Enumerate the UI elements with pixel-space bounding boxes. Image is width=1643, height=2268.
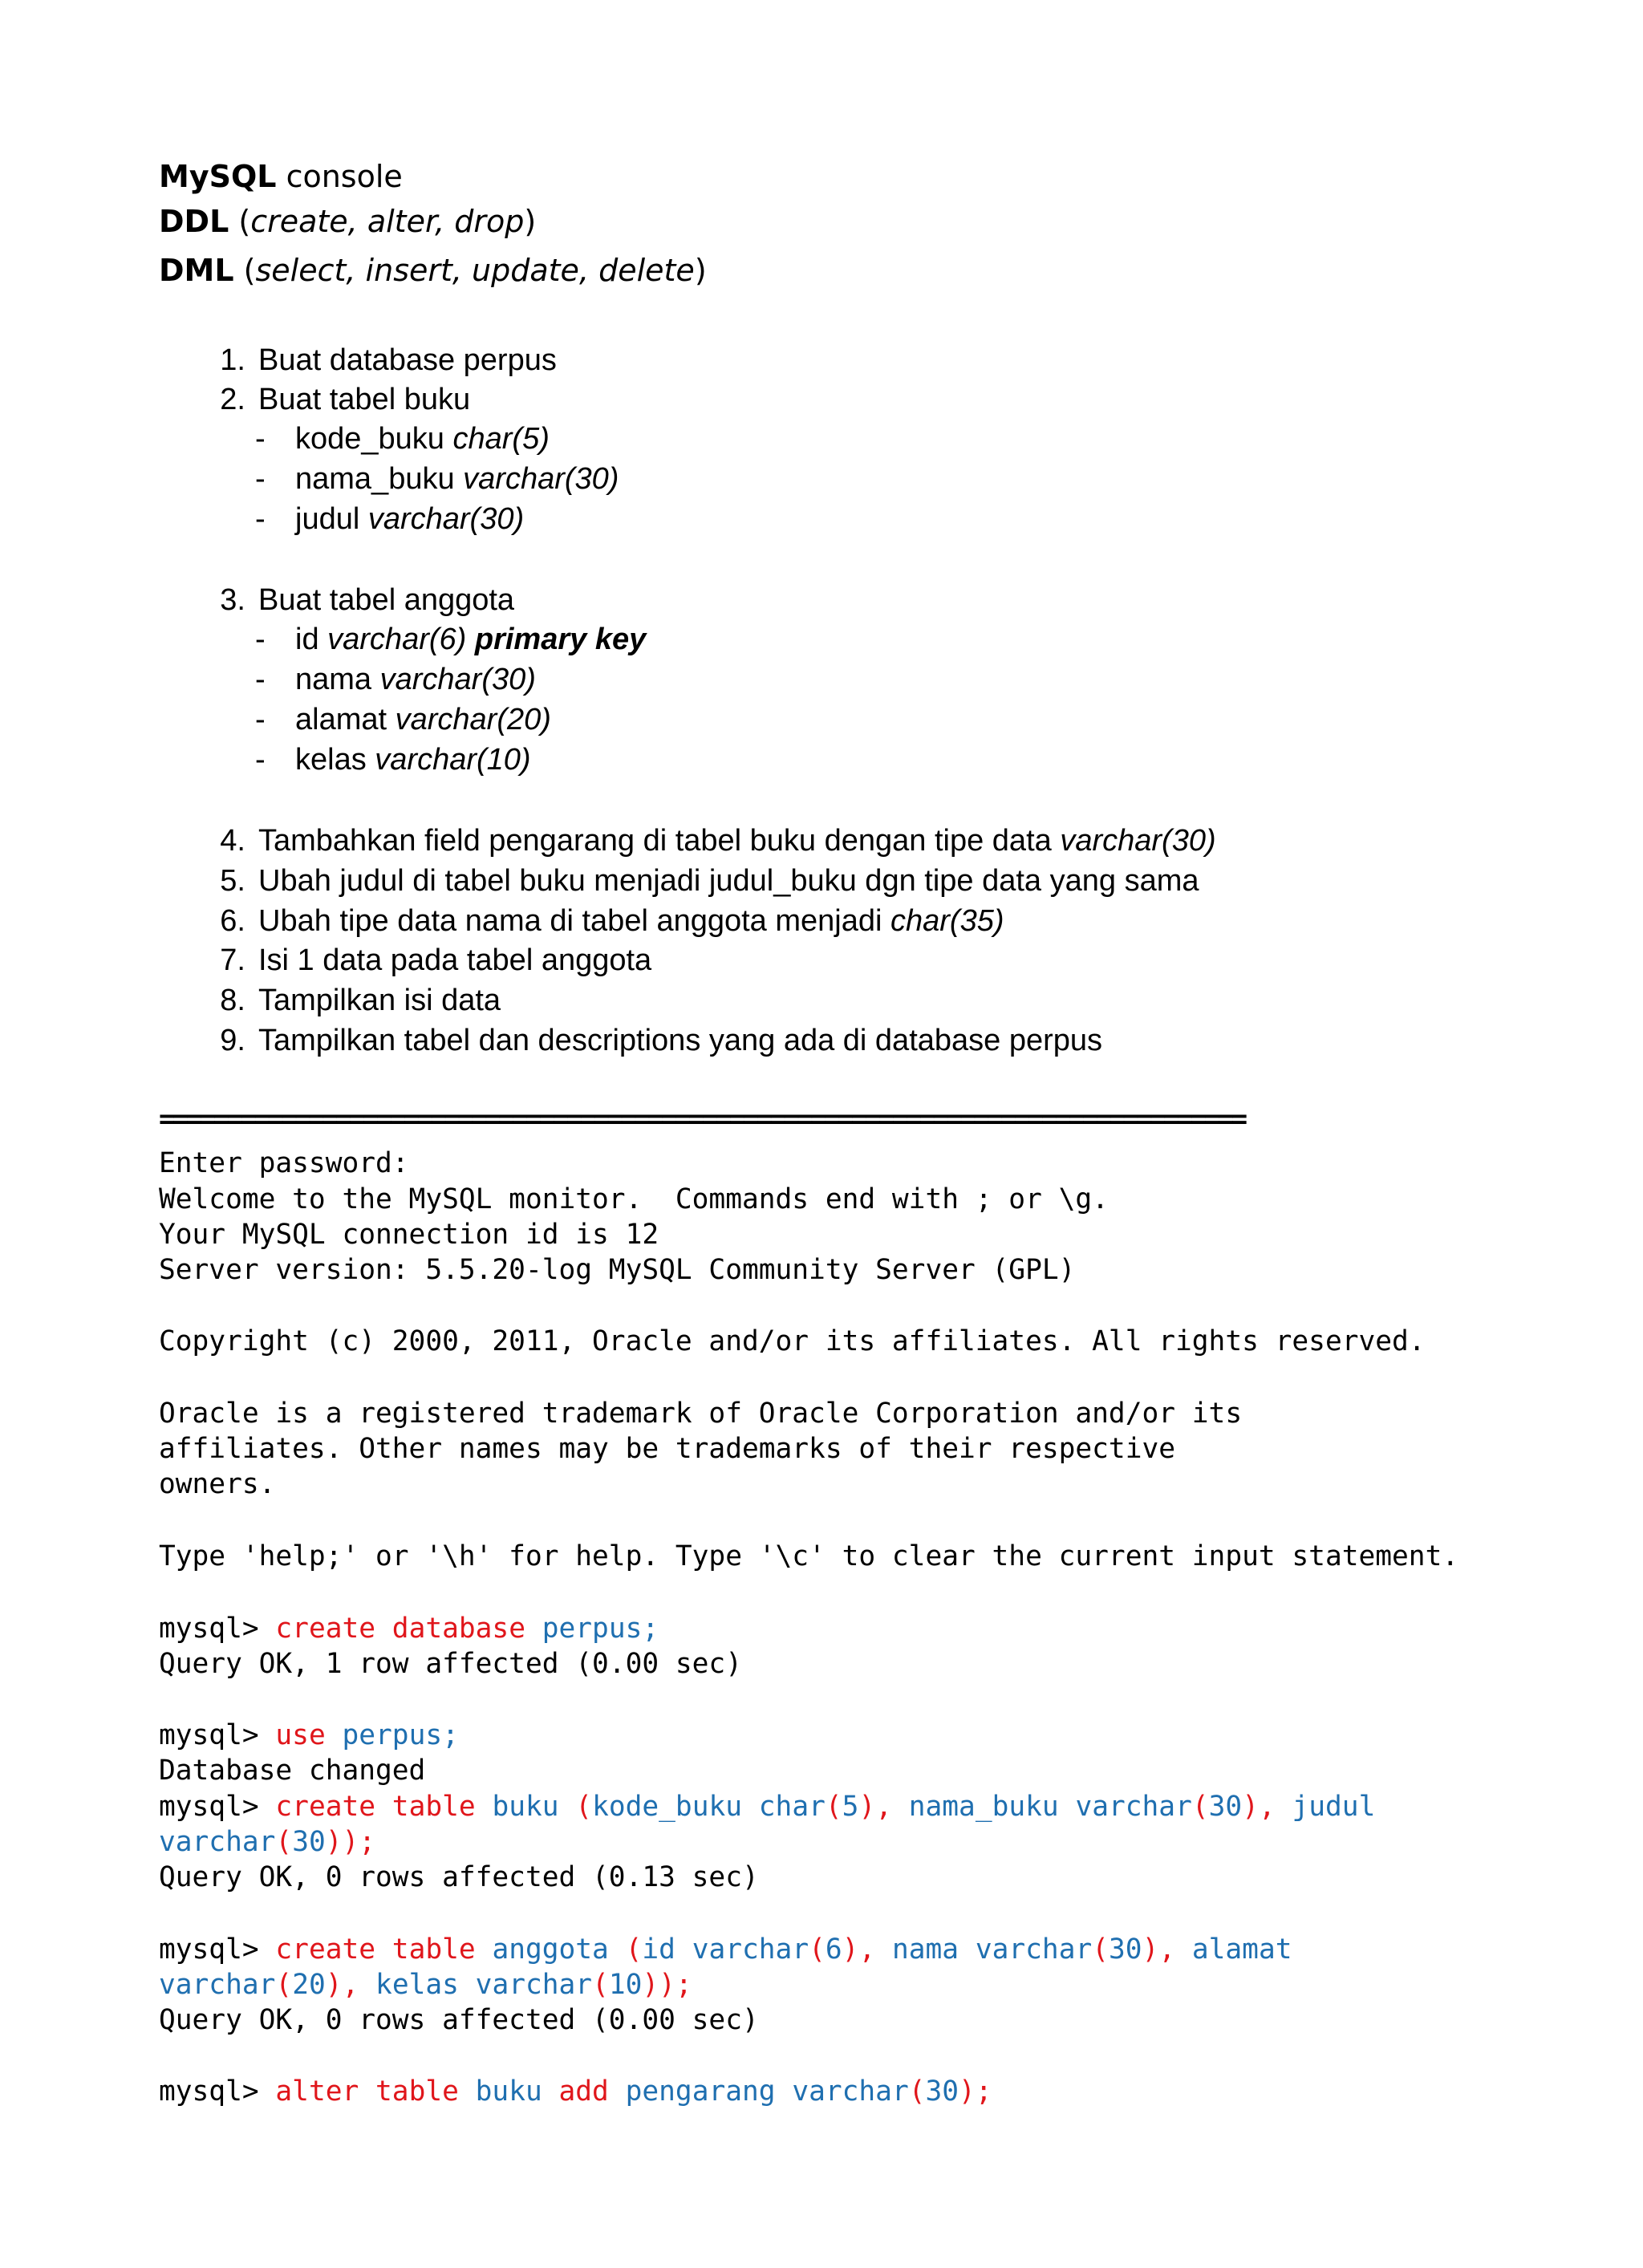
task-number: 2.	[220, 383, 245, 416]
heading-ddl-term: DDL	[159, 204, 229, 239]
console-command	[159, 2075, 992, 2108]
heading-ddl	[159, 204, 536, 239]
sql-punct: (	[575, 1791, 593, 1823]
task-number: 4.	[220, 824, 245, 858]
sql-identifier: anggota	[492, 1933, 626, 1966]
task-number: 7.	[220, 943, 245, 977]
sql-identifier: buku	[475, 2075, 559, 2108]
sql-punct: (	[625, 1933, 643, 1966]
sql-punct: );	[959, 2075, 992, 2108]
task-number: 5.	[220, 864, 245, 898]
bullet-dash: -	[255, 502, 266, 536]
sql-identifier: nama_buku varchar	[908, 1791, 1192, 1823]
sql-identifier: id varchar	[642, 1933, 809, 1966]
task-text: Buat tabel buku	[258, 383, 471, 416]
console-line: Your MySQL connection id is 12	[159, 1219, 659, 1251]
sql-punct: (	[908, 2075, 926, 2108]
task-text: Tampilkan isi data	[258, 984, 501, 1017]
field-name: nama	[295, 663, 380, 696]
sql-punct: ));	[642, 1969, 692, 2001]
sql-punct: ),	[1242, 1791, 1292, 1823]
task-number: 1.	[220, 343, 245, 377]
bullet-dash: -	[255, 703, 266, 736]
task-text: Ubah judul di tabel buku menjadi judul_buku dgn tipe data yang sama	[258, 864, 1199, 898]
sql-number: 6	[825, 1933, 842, 1966]
sql-keyword: create table	[275, 1933, 493, 1966]
paren-open: (	[229, 204, 251, 239]
task-text: Tampilkan tabel dan descriptions yang ada di database perpus	[258, 1024, 1103, 1057]
sql-number: 5	[842, 1791, 859, 1823]
sql-punct: (	[1092, 1933, 1110, 1966]
sql-number: 30	[1109, 1933, 1142, 1966]
sql-punct: (	[1191, 1791, 1209, 1823]
mysql-prompt: mysql>	[159, 1791, 276, 1823]
heading-dml-commands: select, insert, update, delete	[255, 253, 695, 288]
sql-keyword: use	[275, 1719, 343, 1751]
field-type: varchar(30)	[379, 663, 536, 696]
console-line: Copyright (c) 2000, 2011, Oracle and/or its affiliates. All rights reserved.	[159, 1325, 1426, 1357]
field-type: varchar(30)	[367, 502, 525, 536]
sql-identifier: kelas varchar	[375, 1969, 593, 2001]
task-text: Buat database perpus	[258, 343, 557, 377]
paren-open: (	[233, 253, 256, 288]
sql-identifier: pengarang varchar	[625, 2075, 909, 2108]
heading-mysql-console	[159, 159, 403, 194]
console-line: Query OK, 0 rows affected (0.00 sec)	[159, 2004, 759, 2036]
sql-identifier: perpus;	[342, 1719, 459, 1751]
bullet-dash: -	[255, 743, 266, 777]
field-type: char(5)	[452, 422, 550, 456]
console-line: Oracle is a registered trademark of Oracle Corporation and/or its	[159, 1398, 1243, 1430]
console-line: owners.	[159, 1468, 276, 1500]
console-line: Query OK, 1 row affected (0.00 sec)	[159, 1648, 742, 1680]
field-name: kode_buku	[295, 422, 453, 456]
sql-number: 10	[608, 1969, 643, 2001]
field-name: alamat	[295, 703, 396, 736]
console-command-continuation	[159, 1826, 375, 1858]
console-line: Database changed	[159, 1755, 426, 1787]
sql-punct: (	[825, 1791, 842, 1823]
sql-punct: ),	[858, 1791, 909, 1823]
console-line: Enter password:	[159, 1147, 409, 1179]
task-text: Buat tabel anggota	[258, 583, 515, 617]
console-line: affiliates. Other names may be trademarks of their respective	[159, 1433, 1176, 1465]
sql-number: 30	[1208, 1791, 1243, 1823]
sql-punct: (	[275, 1826, 293, 1858]
paren-close: )	[524, 204, 537, 239]
task-text: Ubah tipe data nama di tabel anggota menjadi	[258, 904, 890, 938]
sql-identifier: varchar	[159, 1826, 276, 1858]
mysql-prompt: mysql>	[159, 1613, 276, 1645]
field-constraint: primary key	[466, 623, 647, 656]
bullet-dash: -	[255, 462, 266, 496]
sql-punct: ),	[1142, 1933, 1192, 1966]
sql-punct: ),	[842, 1933, 892, 1966]
task-number: 6.	[220, 904, 245, 938]
console-line: Query OK, 0 rows affected (0.13 sec)	[159, 1861, 759, 1893]
console-line: Server version: 5.5.20-log MySQL Community Server (GPL)	[159, 1254, 1076, 1286]
task-number: 9.	[220, 1024, 245, 1057]
sql-punct: (	[809, 1933, 826, 1966]
bullet-dash: -	[255, 422, 266, 456]
heading-dml	[159, 253, 707, 288]
field-name: judul	[295, 502, 368, 536]
sql-number: 20	[292, 1969, 326, 2001]
sql-identifier: nama varchar	[891, 1933, 1093, 1966]
heading-dml-term: DML	[159, 253, 234, 288]
heading-ddl-commands: create, alter, drop	[250, 204, 525, 239]
field-type: varchar(10)	[375, 743, 531, 777]
field-type: varchar(30)	[463, 462, 619, 496]
sql-keyword: add	[558, 2075, 626, 2108]
task-type: varchar(30)	[1060, 824, 1216, 858]
field-type: varchar(20)	[395, 703, 551, 736]
sql-punct: ));	[325, 1826, 376, 1858]
heading-console-text: console	[276, 159, 403, 194]
sql-identifier: alamat	[1191, 1933, 1292, 1966]
sql-identifier: buku	[492, 1791, 576, 1823]
console-line: Type 'help;' or '\h' for help. Type '\c' to clear the current input statement.	[159, 1540, 1459, 1572]
sql-keyword: create database	[275, 1613, 542, 1645]
bullet-dash: -	[255, 663, 266, 696]
sql-number: 30	[925, 2075, 959, 2108]
task-type: char(35)	[890, 904, 1004, 938]
field-name: nama_buku	[295, 462, 464, 496]
mysql-prompt: mysql>	[159, 2075, 276, 2108]
mysql-prompt: mysql>	[159, 1719, 276, 1751]
task-number: 3.	[220, 583, 245, 617]
console-command-continuation	[159, 1969, 692, 2001]
task-text: Tambahkan field pengarang di tabel buku dengan tipe data	[258, 824, 1061, 858]
field-name: kelas	[295, 743, 375, 777]
task-number: 8.	[220, 984, 245, 1017]
separator-line: ================================================================================	[159, 1103, 1245, 1135]
sql-punct: (	[592, 1969, 609, 2001]
sql-keyword: alter table	[275, 2075, 476, 2108]
bullet-dash: -	[255, 623, 266, 656]
sql-identifier: kode_buku char	[592, 1791, 826, 1823]
console-command	[159, 1719, 459, 1751]
sql-number: 30	[292, 1826, 326, 1858]
sql-identifier: varchar	[159, 1969, 276, 2001]
field-type: varchar(6)	[327, 623, 467, 656]
console-line: Welcome to the MySQL monitor. Commands end with ; or \g.	[159, 1183, 1109, 1215]
sql-punct: ),	[325, 1969, 376, 2001]
sql-identifier: perpus;	[542, 1613, 659, 1645]
paren-close: )	[694, 253, 707, 288]
sql-punct: (	[275, 1969, 293, 2001]
mysql-prompt: mysql>	[159, 1933, 276, 1966]
console-command	[159, 1613, 659, 1645]
task-text: Isi 1 data pada tabel anggota	[258, 943, 652, 977]
heading-mysql-term: MySQL	[159, 159, 277, 194]
console-command	[159, 1933, 1292, 1966]
console-command	[159, 1791, 1375, 1823]
field-name: id	[295, 623, 328, 656]
sql-keyword: create table	[275, 1791, 493, 1823]
sql-identifier: judul	[1292, 1791, 1376, 1823]
